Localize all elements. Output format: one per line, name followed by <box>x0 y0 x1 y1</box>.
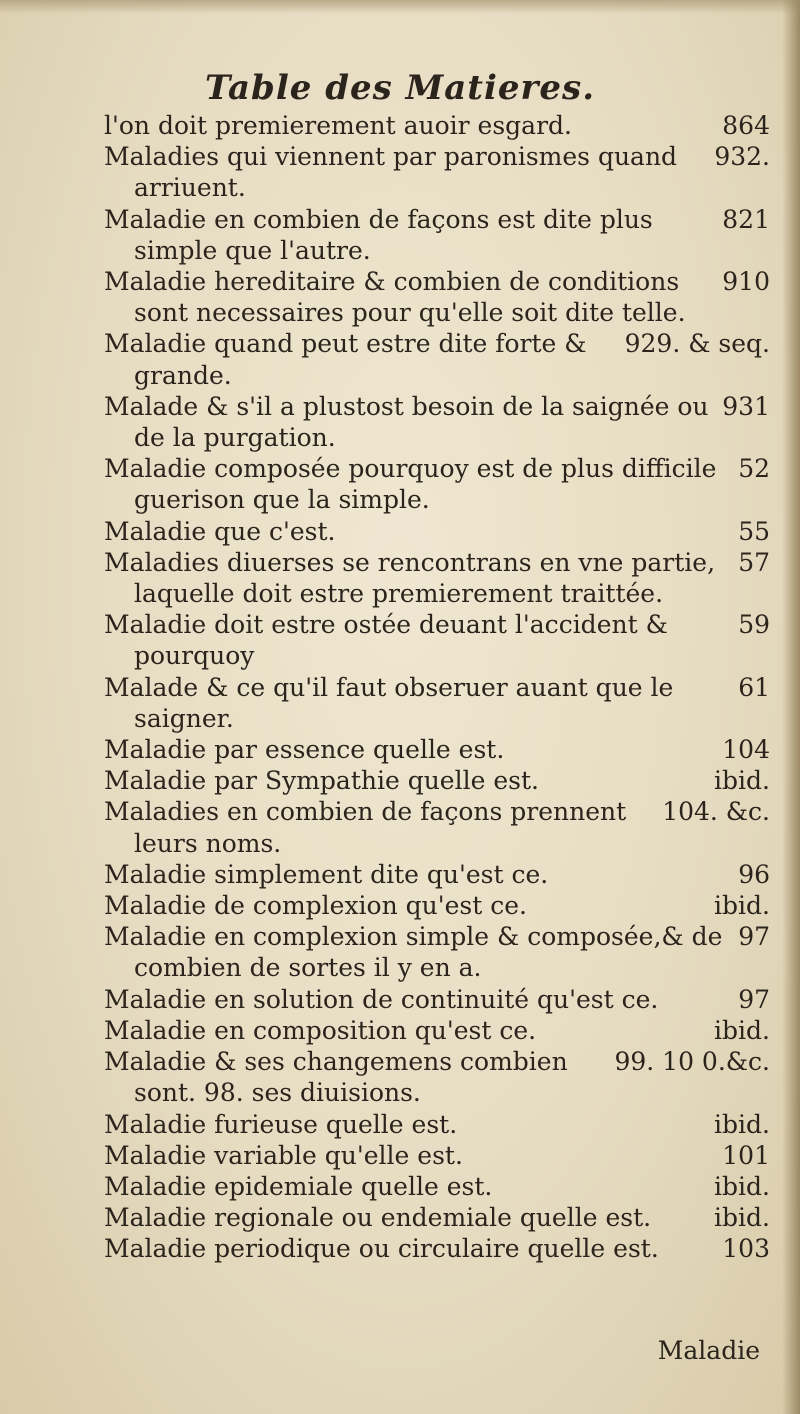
page-ref: ibid. <box>714 1015 770 1045</box>
entry-text: Maladie variable qu'elle est. <box>104 1140 463 1170</box>
catchword: Maladie <box>657 1336 760 1365</box>
index-entry <box>104 1140 770 1171</box>
index-entry <box>104 328 770 390</box>
entry-text: Maladie furieuse quelle est. <box>104 1109 458 1139</box>
page-ref: ibid. <box>714 1203 770 1233</box>
page-ref: 96 <box>738 859 770 889</box>
page-ref: 57 <box>738 547 770 577</box>
entry-text: Maladie composée pourquoy est de plus difficile guerison que la simple. <box>104 454 717 515</box>
running-header: Table des Matieres. <box>204 68 596 108</box>
index-entry <box>104 1171 770 1202</box>
entry-text: Maladies diuerses se rencontrans en vne partie, laquelle doit estre premierement traittée. <box>104 547 716 609</box>
index-entry <box>104 141 770 203</box>
page-ref: 97 <box>738 922 770 952</box>
index-entry <box>104 1109 770 1140</box>
index-entry <box>104 110 770 141</box>
index-entries <box>104 110 770 1265</box>
index-entry <box>104 547 770 609</box>
page-ref: 99. 10 0.&c. <box>614 1047 770 1077</box>
entry-text: Maladie en solution de continuité qu'est ce. <box>104 984 659 1014</box>
index-entry <box>104 796 770 858</box>
entry-text: Maladie par essence quelle est. <box>104 735 505 765</box>
page-ref: 910 <box>722 267 770 297</box>
index-entry <box>104 765 770 796</box>
entry-text: Maladie epidemiale quelle est. <box>104 1171 493 1201</box>
index-entry <box>104 734 770 765</box>
page-ref: 52 <box>738 454 770 484</box>
index-entry <box>104 391 770 453</box>
entry-text: Maladie regionale ou endemiale quelle est. <box>104 1203 652 1233</box>
index-entry <box>104 1233 770 1264</box>
entry-text: Maladie en combien de façons est dite plus simple que l'autre. <box>104 204 653 265</box>
index-entry <box>104 859 770 890</box>
page-ref: 61 <box>738 672 770 702</box>
entry-text: Maladie par Sympathie quelle est. <box>104 766 539 796</box>
index-entry <box>104 516 770 547</box>
entry-text: Maladie en composition qu'est ce. <box>104 1015 537 1045</box>
index-entry <box>104 984 770 1015</box>
index-entry <box>104 921 770 983</box>
index-entry <box>104 453 770 515</box>
index-entry <box>104 1046 770 1108</box>
page-ref: 821 <box>722 204 770 234</box>
entry-text: Maladies qui viennent par paronismes quand arriuent. <box>104 142 678 203</box>
page-ref: 929. & seq. <box>624 329 770 359</box>
index-entry <box>104 204 770 266</box>
index-entry <box>104 1015 770 1046</box>
entry-text: Maladie que c'est. <box>104 516 336 546</box>
page-ref: 864 <box>722 111 770 140</box>
entry-text: Maladie doit estre ostée deuant l'accident & pourquoy <box>104 610 668 671</box>
index-entry <box>104 890 770 921</box>
page-ref: 104 <box>722 735 770 765</box>
page-ref: 103 <box>722 1234 770 1264</box>
page-ref: ibid. <box>714 1171 770 1201</box>
entry-text: Maladie & ses changemens combien sont. 98. ses diuisions. <box>104 1047 568 1108</box>
page-ref: 97 <box>738 984 770 1014</box>
page-ref: 932. <box>714 142 770 172</box>
entry-text: Maladie simplement dite qu'est ce. <box>104 859 549 889</box>
entry-text: Malade & s'il a plustost besoin de la saignée ou de la purgation. <box>104 391 709 453</box>
index-entry <box>104 609 770 671</box>
entry-text: Malade & ce qu'il faut obseruer auant que le saigner. <box>104 672 674 733</box>
page-ref: 59 <box>738 610 770 640</box>
entry-text: Maladie periodique ou circulaire quelle est. <box>104 1234 659 1264</box>
index-entry <box>104 672 770 734</box>
page-ref: ibid. <box>714 891 770 921</box>
entry-text: Maladie hereditaire & combien de conditions sont necessaires pour qu'elle soit dite telle. <box>104 267 686 328</box>
entry-text: l'on doit premierement auoir esgard. <box>104 111 572 140</box>
index-entry <box>104 1202 770 1233</box>
page-ref: 931 <box>722 391 770 421</box>
index-entry <box>104 266 770 328</box>
page-ref: ibid. <box>714 766 770 796</box>
entry-text: Maladie quand peut estre dite forte & grande. <box>104 329 587 390</box>
page-ref: 55 <box>738 516 770 546</box>
page-ref: 104. &c. <box>662 797 770 827</box>
entry-text: Maladies en combien de façons prennent leurs noms. <box>104 797 627 858</box>
page-ref: 101 <box>722 1140 770 1170</box>
entry-text: Maladie de complexion qu'est ce. <box>104 891 527 921</box>
page-ref: ibid. <box>714 1109 770 1139</box>
entry-text: Maladie en complexion simple & composée,& de combien de sortes il y en a. <box>104 922 723 983</box>
